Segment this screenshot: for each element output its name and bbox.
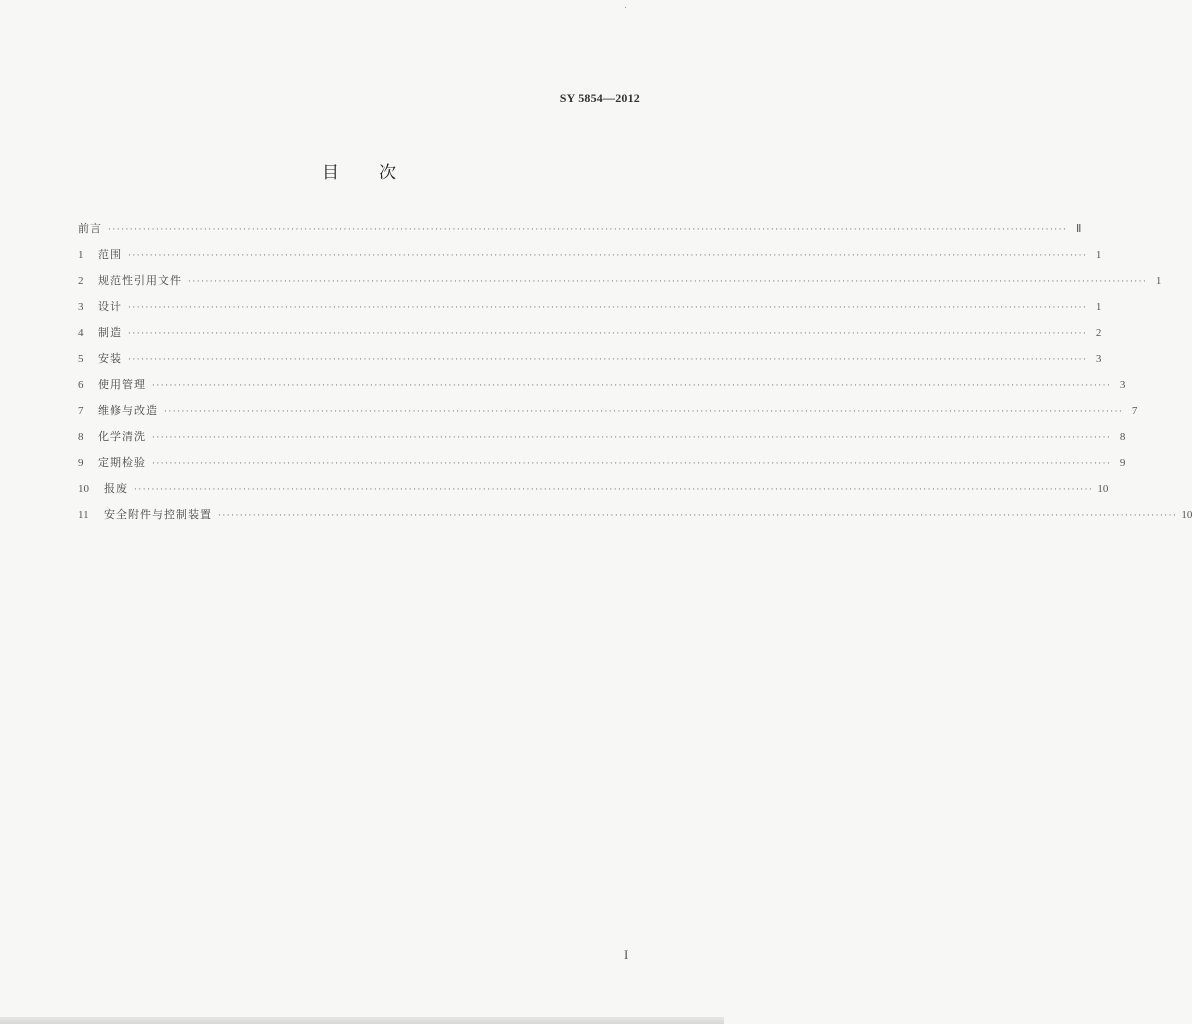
- toc-entry[interactable]: [78, 506, 1192, 532]
- toc-entry-page: 3: [1119, 379, 1126, 391]
- toc-entry-page: 8: [1119, 431, 1126, 443]
- table-of-contents: [78, 220, 1192, 532]
- toc-entry-label: 制造: [98, 326, 122, 339]
- toc-entry-label: 报废: [104, 482, 128, 495]
- toc-entry-page: 1: [1095, 249, 1102, 261]
- toc-dot-leader: ····························································································································································································································: [164, 407, 1124, 417]
- document-code: SY 5854—2012: [559, 91, 640, 105]
- toc-entry-label: 规范性引用文件: [98, 274, 182, 287]
- toc-entry-label: 化学清洗: [98, 430, 146, 443]
- toc-entry[interactable]: [78, 298, 1102, 324]
- toc-entry[interactable]: [78, 246, 1102, 272]
- scan-speck: [625, 7, 626, 8]
- toc-entry-page: 1: [1155, 275, 1162, 287]
- toc-entry-page: 10: [1097, 483, 1109, 495]
- toc-entry-number: 7: [78, 405, 84, 417]
- toc-entry-number: 1: [78, 249, 84, 261]
- toc-entry[interactable]: [78, 324, 1102, 350]
- toc-entry-page: 10: [1181, 509, 1192, 521]
- toc-dot-leader: ····························································································································································································································: [128, 303, 1088, 313]
- toc-entry-page: 7: [1131, 405, 1138, 417]
- toc-entry-label: 前言: [78, 222, 102, 235]
- toc-entry-label: 安全附件与控制装置: [104, 508, 212, 521]
- toc-entry[interactable]: [78, 350, 1102, 376]
- toc-entry[interactable]: [78, 428, 1126, 454]
- toc-dot-leader: ····························································································································································································································: [152, 433, 1112, 443]
- toc-dot-leader: ····························································································································································································································: [152, 381, 1112, 391]
- toc-entry-number: 10: [78, 483, 89, 495]
- toc-entry-label: 设计: [98, 300, 122, 313]
- toc-entry-number: 8: [78, 431, 84, 443]
- toc-dot-leader: ····························································································································································································································: [188, 277, 1148, 287]
- toc-entry-number: 4: [78, 327, 84, 339]
- page-title: [322, 158, 396, 183]
- toc-entry-number: 3: [78, 301, 84, 313]
- title-char-1: 目: [322, 163, 339, 183]
- toc-entry[interactable]: [78, 454, 1126, 480]
- toc-entry-page: 2: [1095, 327, 1102, 339]
- toc-entry-number: 5: [78, 353, 84, 365]
- toc-entry-number: 9: [78, 457, 84, 469]
- toc-dot-leader: ····························································································································································································································: [134, 485, 1094, 495]
- toc-entry-number: 6: [78, 379, 84, 391]
- toc-entry-number: 11: [78, 509, 89, 521]
- toc-dot-leader: ····························································································································································································································: [218, 511, 1178, 521]
- toc-entry[interactable]: [78, 402, 1138, 428]
- toc-entry[interactable]: [78, 272, 1162, 298]
- toc-entry[interactable]: [78, 220, 1082, 246]
- toc-entry-label: 范围: [98, 248, 122, 261]
- toc-entry-label: 维修与改造: [98, 404, 158, 417]
- toc-entry[interactable]: [78, 480, 1109, 506]
- toc-entry-page: 3: [1095, 353, 1102, 365]
- toc-dot-leader: ····························································································································································································································: [128, 355, 1088, 365]
- toc-entry-page: Ⅱ: [1075, 223, 1082, 235]
- toc-entry-label: 定期检验: [98, 456, 146, 469]
- toc-dot-leader: ····························································································································································································································: [128, 251, 1088, 261]
- toc-entry[interactable]: [78, 376, 1126, 402]
- title-char-2: 次: [379, 163, 396, 183]
- toc-entry-page: 9: [1119, 457, 1126, 469]
- toc-entry-page: 1: [1095, 301, 1102, 313]
- toc-dot-leader: ····························································································································································································································: [108, 225, 1068, 235]
- page-number: I: [624, 947, 629, 962]
- toc-entry-label: 使用管理: [98, 378, 146, 391]
- toc-entry-number: 2: [78, 275, 84, 287]
- toc-dot-leader: ····························································································································································································································: [152, 459, 1112, 469]
- toc-dot-leader: ····························································································································································································································: [128, 329, 1088, 339]
- scan-bottom-edge: [0, 1017, 724, 1024]
- toc-entry-label: 安装: [98, 352, 122, 365]
